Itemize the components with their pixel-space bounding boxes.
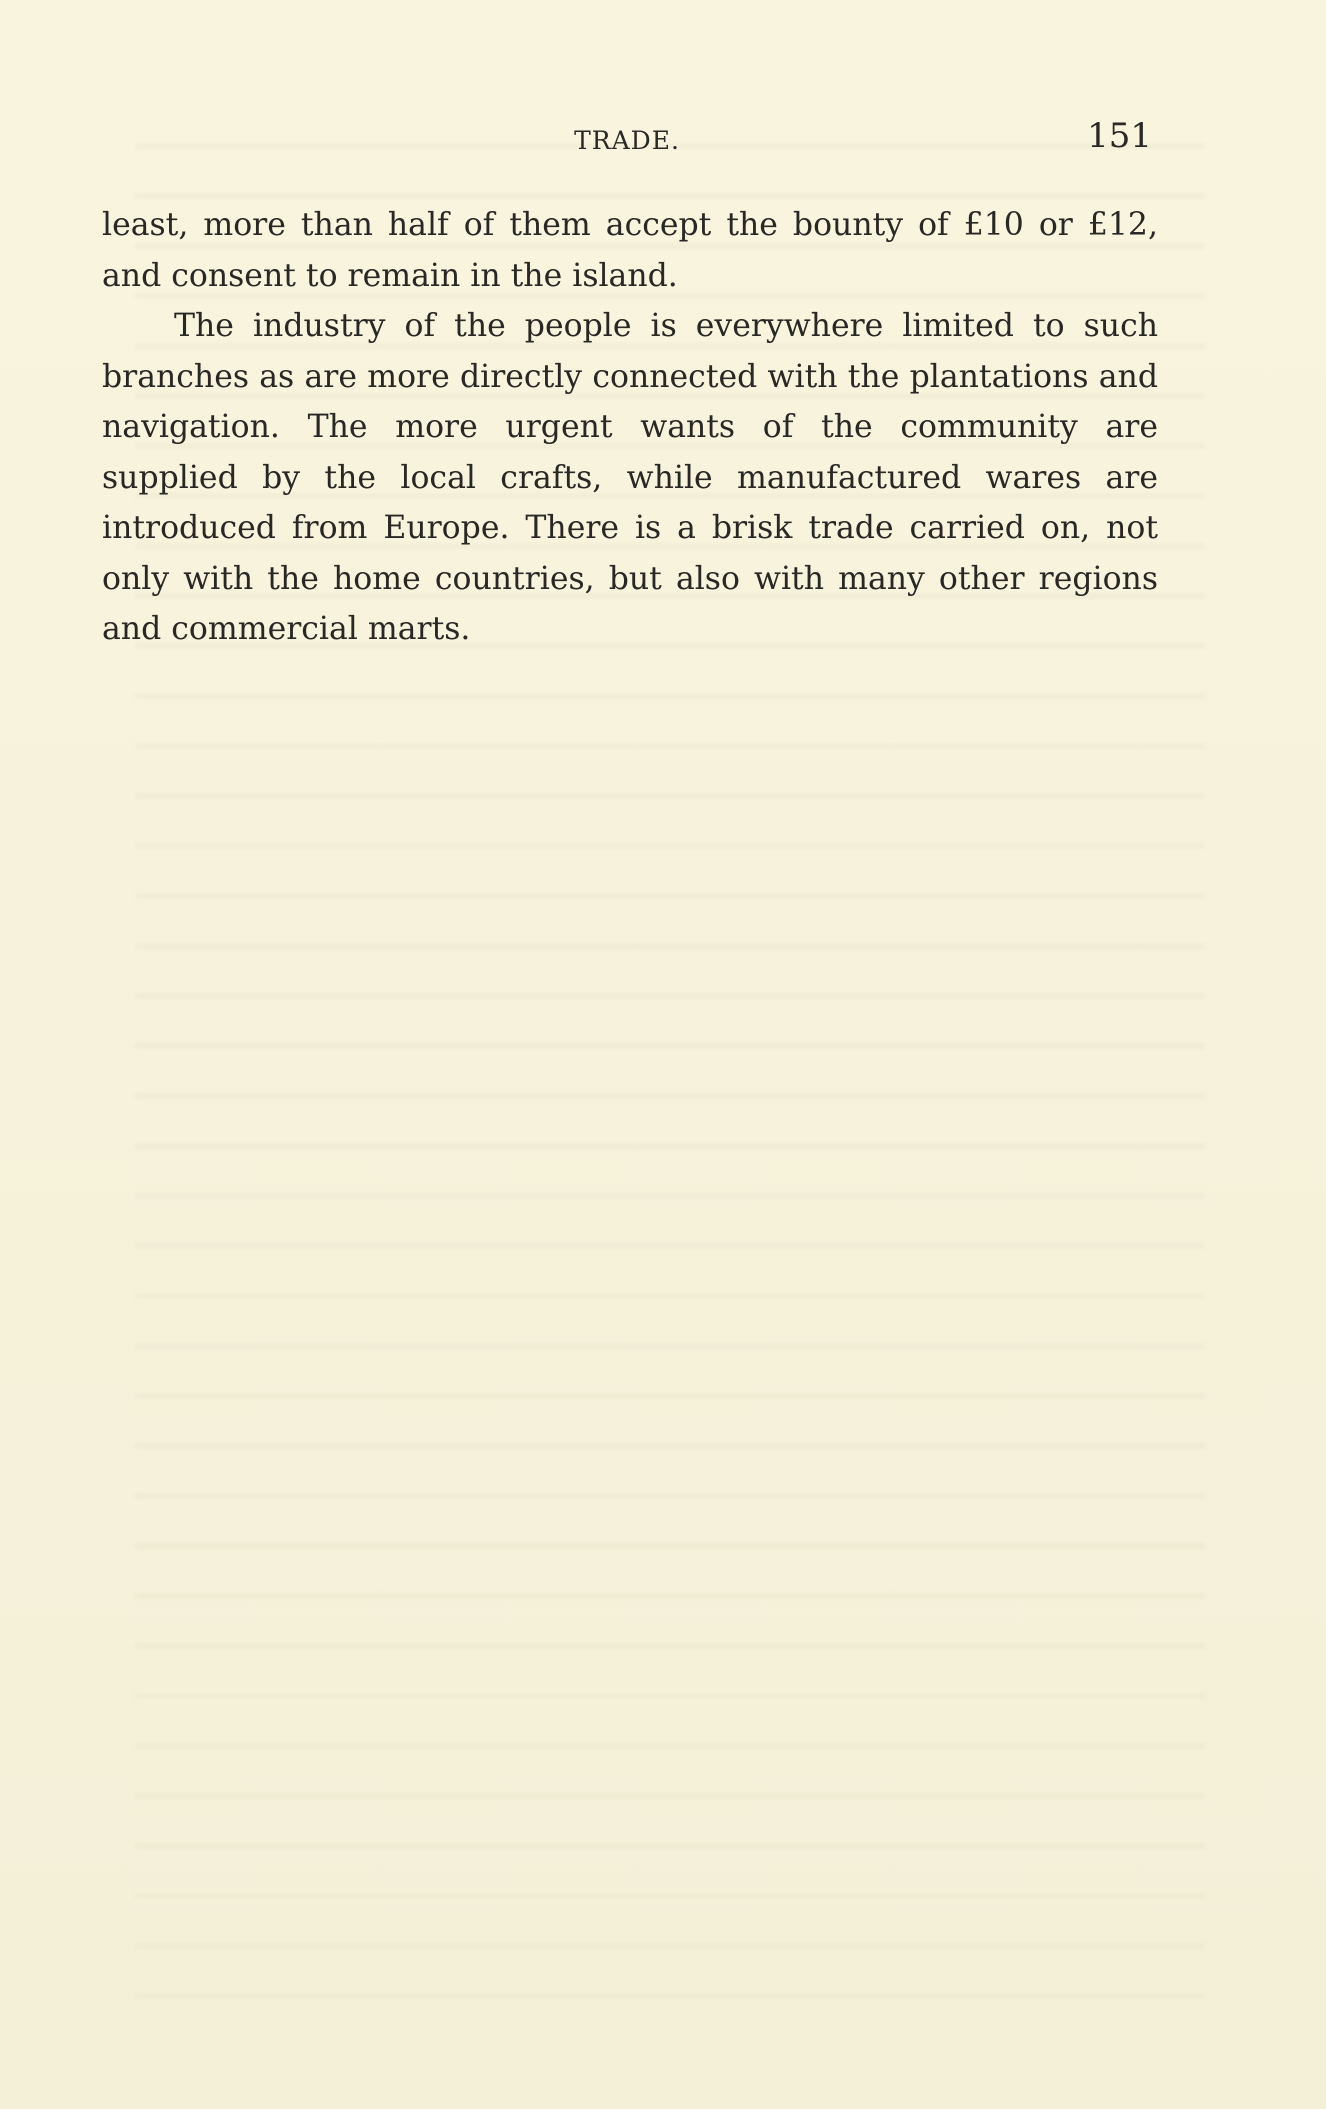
page-header xyxy=(102,116,1152,166)
paragraph-continued: least, more than half of them accept the bounty of £10 or £12, and consent to remain in the island. xyxy=(102,207,1158,294)
paragraph-industry: The industry of the people is everywhere limited to such branches as are more directly connected with the plantations and navigation. The more urgent wants of the community are supplied by the local crafts, while manufactured wares are introduced from Europe. There is a brisk trade carried on, not only with the home countries, but also with many other regions and commercial marts. xyxy=(102,308,1158,647)
body-text xyxy=(102,200,1158,655)
page-number: 151 xyxy=(1087,116,1152,156)
running-head: TRADE. xyxy=(574,126,680,155)
